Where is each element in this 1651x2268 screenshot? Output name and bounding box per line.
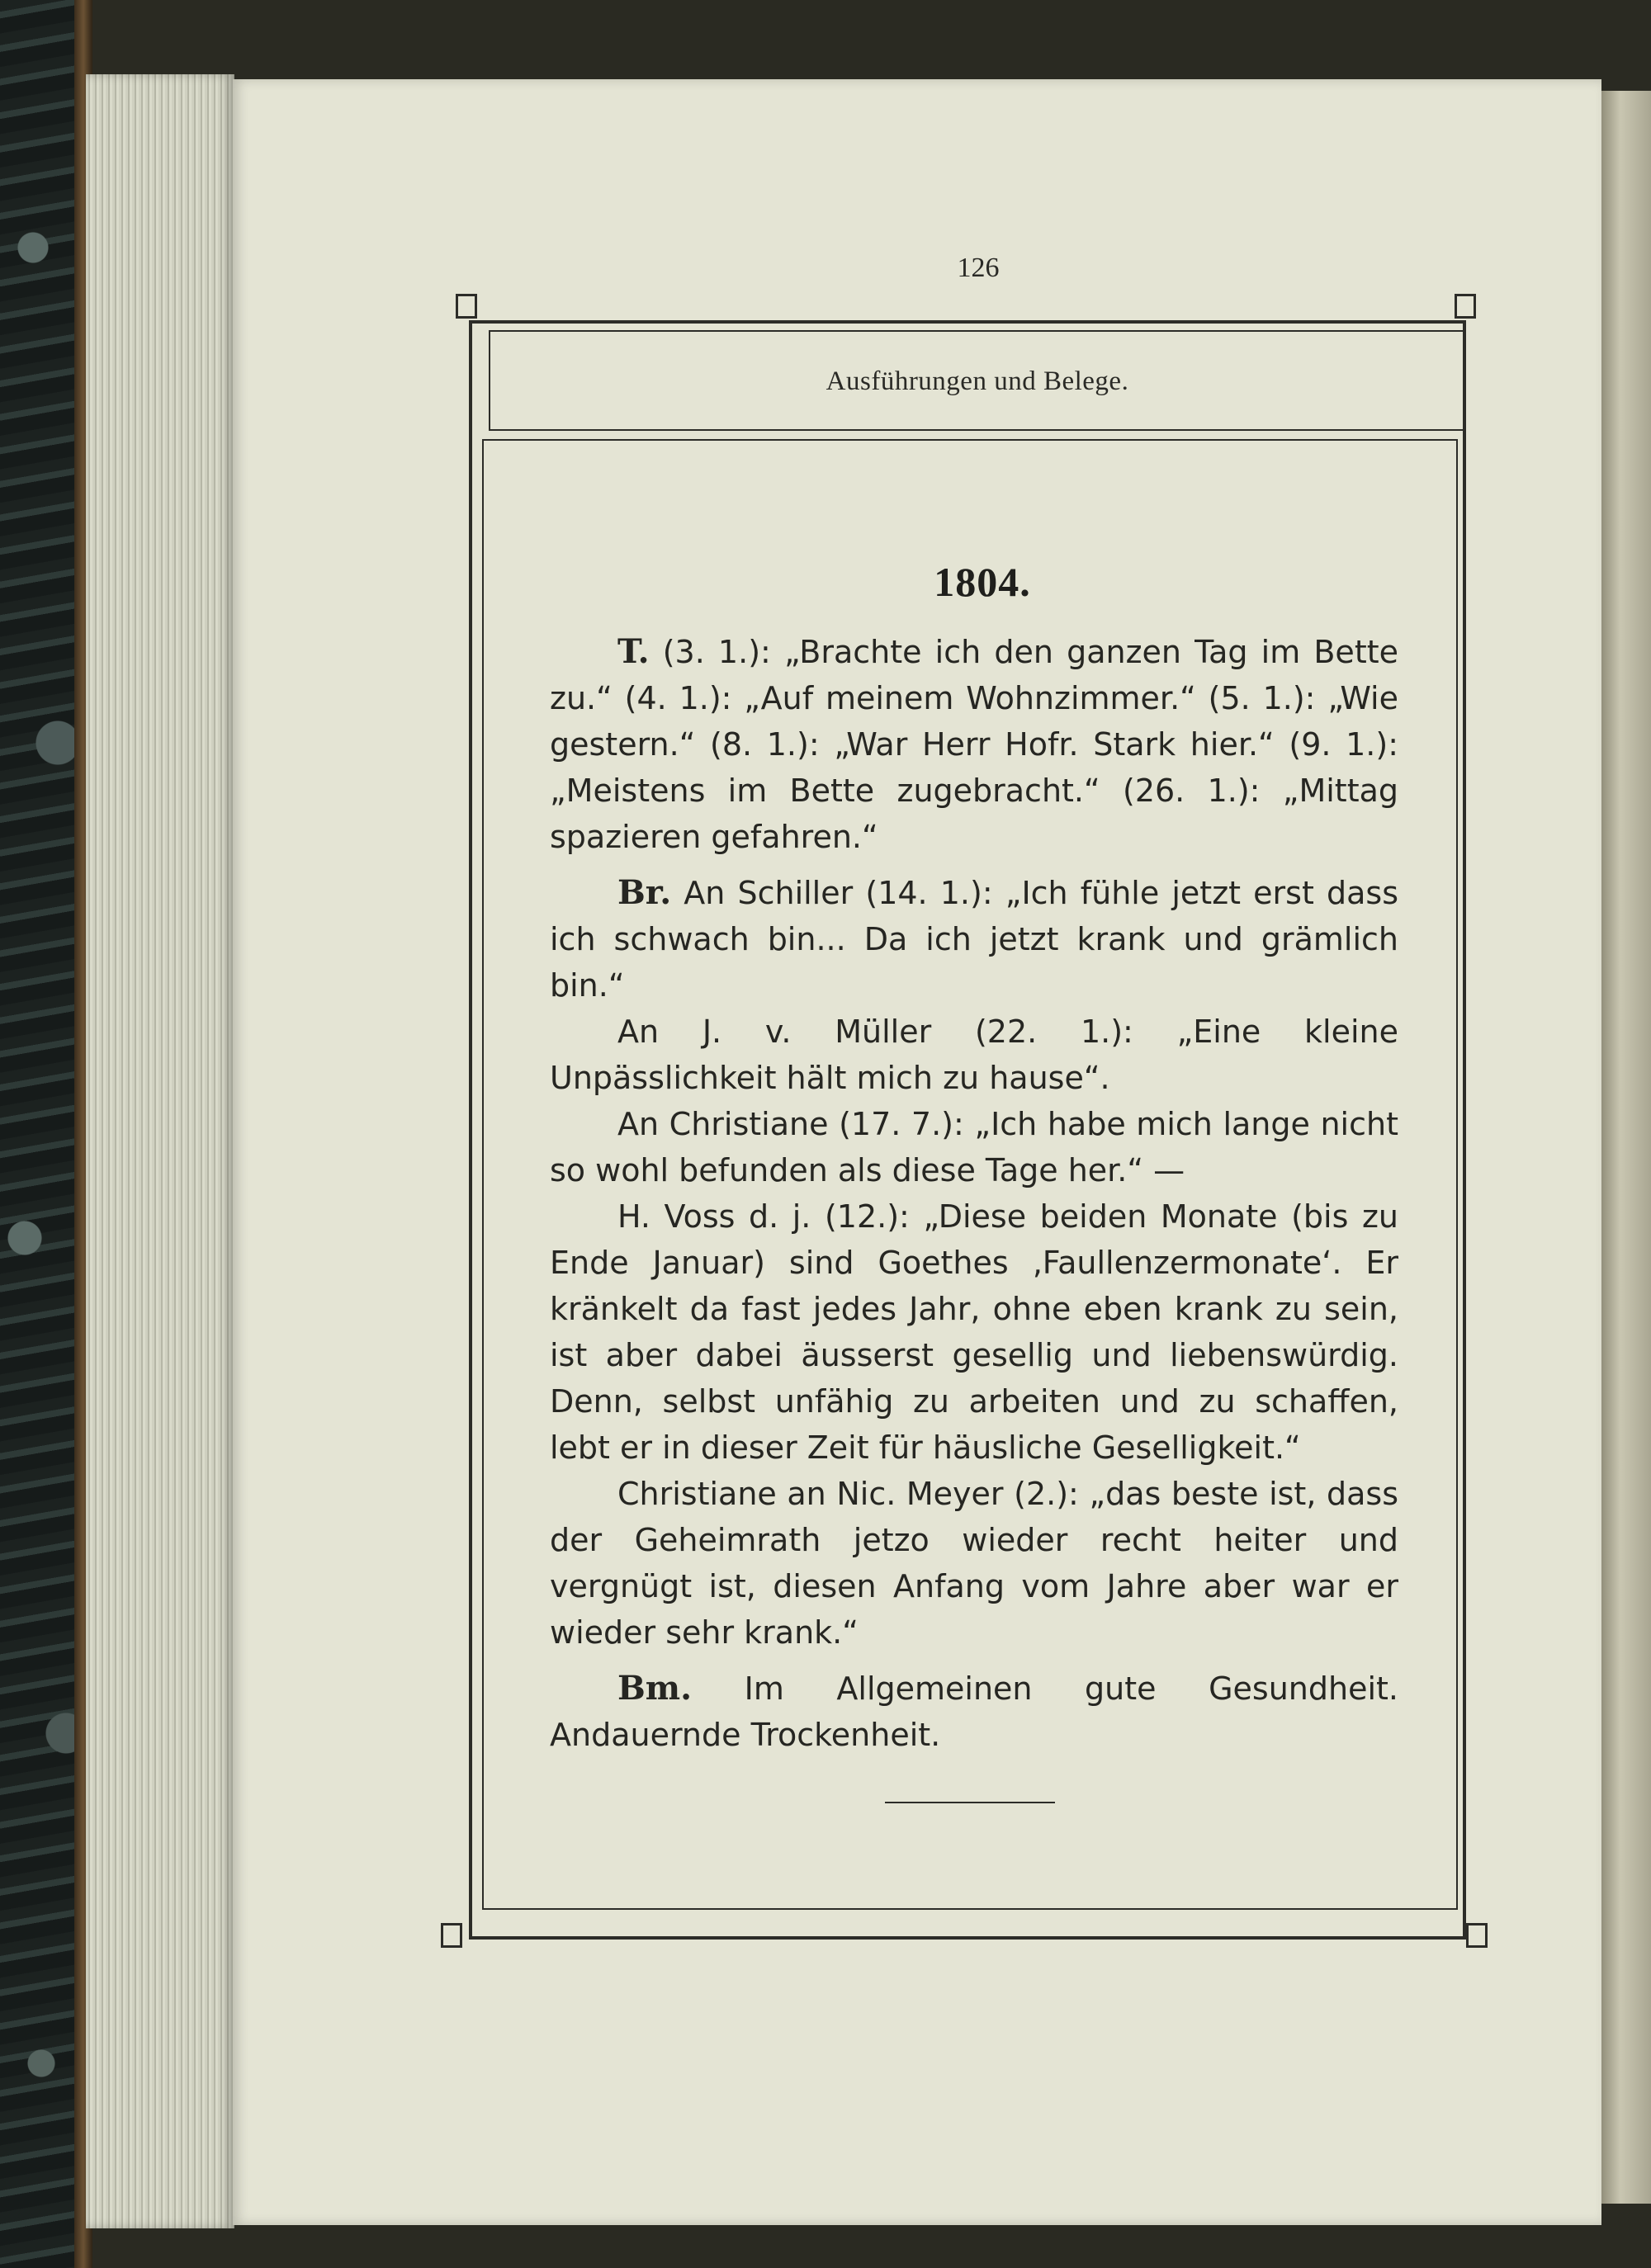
entry-text: Christiane an Nic. Meyer (2.): „das beste ist, dass der Geheimrath jetzo wieder recht heiter und vergnügt ist, diesen Anfang vom Jahre aber war er wieder sehr krank.“ — [550, 1476, 1398, 1651]
entry-text: H. Voss d. j. (12.): „Diese beiden Monate (bis zu Ende Januar) sind Goethes ‚Faullenzermonate‘. Er kränkelt da fast jedes Jahr, ohne eben krank zu sein, ist aber dabei äusserst gesellig und liebenswürdig. Denn, selbst unfähig zu arbeiten und zu schaffen, lebt er in dieser Zeit für häusliche Geselligkeit.“ — [550, 1198, 1398, 1466]
running-header-title: Ausführungen und Belege. — [826, 366, 1129, 396]
entry-text: An Christiane (17. 7.): „Ich habe mich lange nicht so wohl befunden als diese Tage her.“ — — [550, 1106, 1398, 1188]
entry-letters — [550, 870, 1398, 1009]
end-rule-divider — [885, 1802, 1055, 1803]
entry-letter-christiane — [550, 1101, 1398, 1193]
page-number: 126 — [957, 253, 1000, 283]
corner-ornament-top-left — [456, 294, 477, 319]
body-text — [550, 629, 1398, 1758]
entry-letter-mueller — [550, 1009, 1398, 1101]
corner-ornament-bottom-left — [441, 1923, 462, 1948]
facing-page-edge — [1600, 91, 1651, 2204]
entry-text: An J. v. Müller (22. 1.): „Eine kleine Unpässlichkeit hält mich zu hause“. — [550, 1014, 1398, 1096]
corner-ornament-top-right — [1455, 294, 1476, 319]
page-stack-edge — [86, 74, 234, 2228]
entry-text: (3. 1.): „Brachte ich den ganzen Tag im Bette zu.“ (4. 1.): „Auf meinem Wohnzimmer.“ (5. 1.): „Wie gestern.“ (8. 1.): „War Herr Hofr. Stark hier.“ (9. 1.): „Meistens im Bette zugebracht.“ (26. 1.): „Mittag spazieren gefahren.“ — [550, 634, 1398, 855]
entry-remarks — [550, 1666, 1398, 1758]
entry-siglum: Bm. — [617, 1669, 693, 1708]
entry-siglum: T. — [617, 632, 650, 671]
entry-text: An Schiller (14. 1.): „Ich fühle jetzt erst dass ich schwach bin... Da ich jetzt krank und grämlich bin.“ — [550, 875, 1398, 1004]
corner-ornament-bottom-right — [1466, 1923, 1488, 1948]
entry-diary — [550, 629, 1398, 860]
entry-text: Im Allgemeinen gute Gesundheit. Andauernde Trockenheit. — [550, 1670, 1398, 1753]
entry-christiane-meyer — [550, 1471, 1398, 1656]
entry-voss — [550, 1193, 1398, 1471]
section-year-heading: 1804. — [934, 559, 1031, 605]
entry-siglum: Br. — [617, 873, 672, 912]
